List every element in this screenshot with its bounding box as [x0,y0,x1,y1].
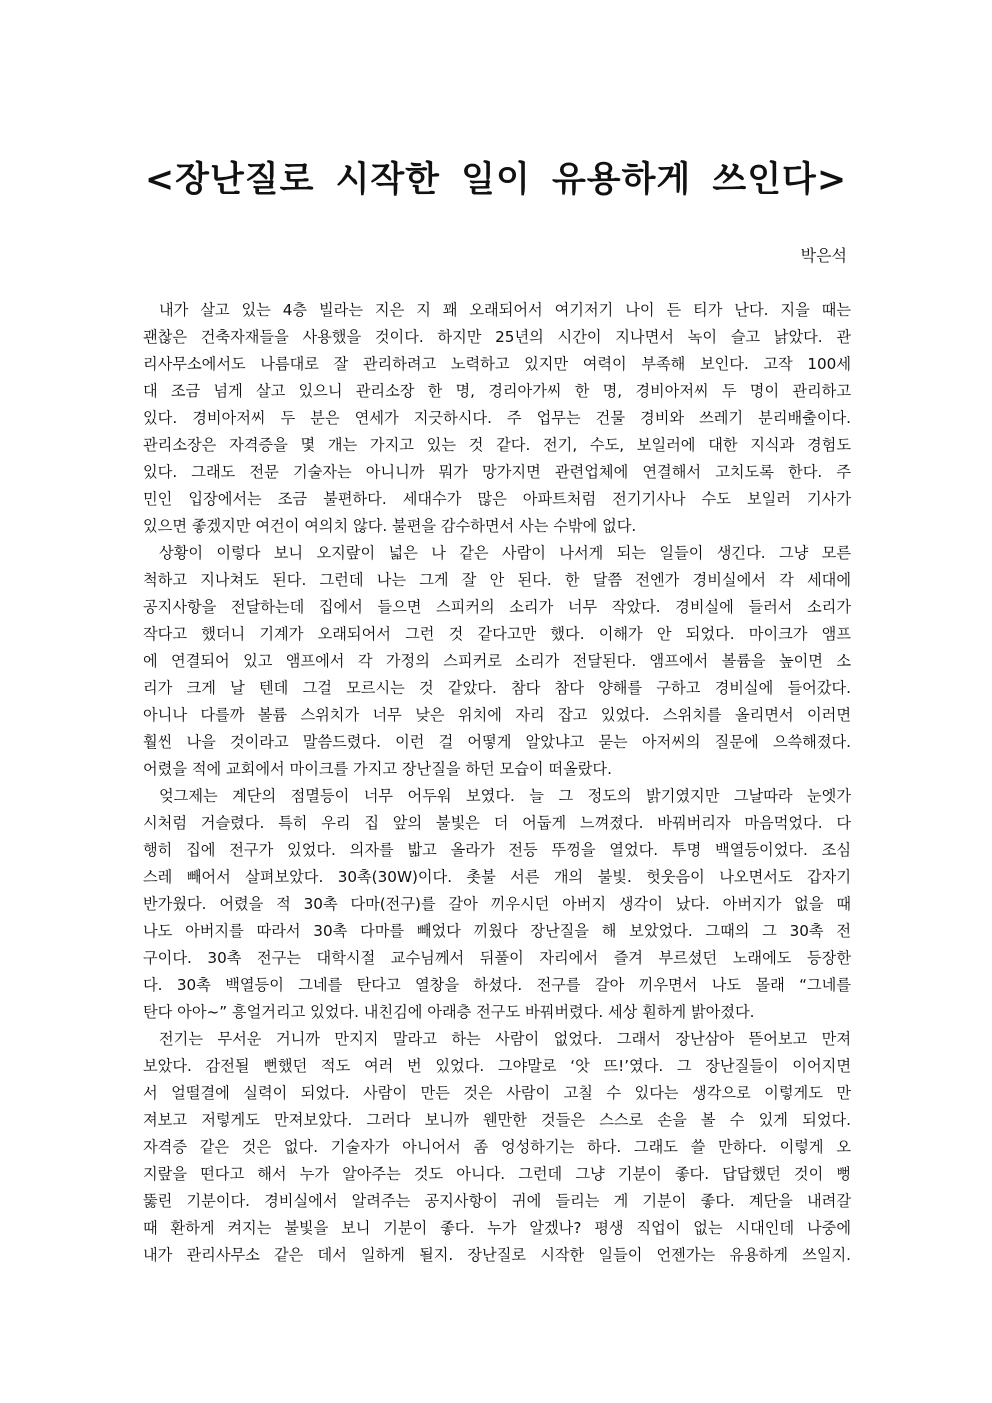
text-line: 에 연결되어 있고 앰프에서 각 가정의 스피커로 소리가 전달된다. 앰프에서 볼륨을 높이면 소 [143,652,851,670]
text-line: 상황이 이렇다 보니 오지랖이 넓은 나 같은 사람이 나서게 되는 일들이 생긴다. 그냥 모른 [159,544,851,562]
text-line: 뚫린 기분이다. 경비실에서 알려주는 공지사항이 귀에 들리는 게 기분이 좋다. 계단을 내려갈 [143,1192,851,1210]
text-line: 리사무소에서도 나름대로 잘 관리하려고 노력하고 있지만 여력이 부족해 보인다. 고작 100세 [143,355,851,373]
text-line: 괜찮은 건축자재들을 사용했을 것이다. 하지만 25년의 시간이 지나면서 녹이 슬고 낡았다. 관 [143,328,851,346]
text-line: 훨씬 나을 것이라고 말씀드렸다. 이런 걸 어떻게 알았냐고 묻는 아저씨의 질문에 으쓱해졌다. [143,733,851,751]
text-line: 서 얼떨결에 실력이 되었다. 사람이 만든 것은 사람이 고칠 수 있다는 생각으로 이렇게도 만 [143,1084,851,1102]
text-line: 시처럼 거슬렸다. 특히 우리 집 앞의 불빛은 더 어둡게 느껴졌다. 바꿔버리자 마음먹었다. 다 [143,814,851,832]
text-line: 구이다. 30촉 전구는 대학시절 교수님께서 뒤풀이 자리에서 즐겨 부르셨던 노래에도 등장한 [143,949,851,967]
text-line: 있으면 좋겠지만 여건이 여의치 않다. 불편을 감수하면서 사는 수밖에 없다. [143,517,637,535]
text-line: 민인 입장에서는 조금 불편하다. 세대수가 많은 아파트처럼 전기기사나 수도 보일러 기사가 [143,490,851,508]
text-line: 공지사항을 전달하는데 집에서 들으면 스피커의 소리가 너무 작았다. 경비실에 들러서 소리가 [143,598,851,616]
text-line: 관리소장은 자격증을 몇 개는 가지고 있는 것 같다. 전기, 수도, 보일러에 대한 지식과 경험도 [143,436,851,454]
text-line: 전기는 무서운 거니까 만지지 말라고 하는 사람이 없었다. 그래서 장난삼아 뜯어보고 만져 [159,1030,851,1048]
text-line: 보았다. 감전될 뻔했던 적도 여러 번 있었다. 그야말로 ‘앗 뜨!’였다. 그 장난질들이 이어지면 [143,1057,851,1075]
text-line: 나도 아버지를 따라서 30촉 다마를 빼었다 끼웠다 장난질을 해 보았었다. 그때의 그 30촉 전 [143,922,851,940]
text-line: 탄다 아아~” 흥얼거리고 있었다. 내친김에 아래층 전구도 바꿔버렸다. 세상 훤하게 밝아졌다. [143,1003,755,1021]
author-name: 박은석 [800,246,847,265]
text-line: 져보고 저렇게도 만져보았다. 그러다 보니까 웬만한 것들은 스스로 손을 볼 수 있게 되었다. [143,1111,851,1129]
text-line: 반가웠다. 어렸을 적 30촉 다마(전구)를 갈아 끼우시던 아버지 생각이 났다. 아버지가 없을 때 [143,895,851,913]
text-line: 있다. 그래도 전문 기술자는 아니니까 뭐가 망가지면 관련업체에 연결해서 고치도록 한다. 주 [143,463,851,481]
text-line: 때 환하게 켜지는 불빛을 보니 기분이 좋다. 누가 알겠나? 평생 직업이 없는 시대인데 나중에 [143,1219,851,1237]
essay-body [143,297,851,1269]
text-line: 엊그제는 계단의 점멸등이 너무 어두워 보였다. 늘 그 정도의 밝기였지만 그날따라 눈엣가 [159,787,851,805]
text-line: 아니나 다를까 볼륨 스위치가 너무 낮은 위치에 자리 잡고 있었다. 스위치를 올리면서 이러면 [143,706,851,724]
text-line: 어렸을 적에 교회에서 마이크를 가지고 장난질을 하던 모습이 떠올랐다. [143,760,612,778]
document-title: <장난질로 시작한 일이 유용하게 쓰인다> [144,159,848,200]
text-line: 있다. 경비아저씨 두 분은 연세가 지긋하시다. 주 업무는 건물 경비와 쓰레기 분리배출이다. [143,409,851,427]
text-line: 자격증 같은 것은 없다. 기술자가 아니어서 좀 엉성하기는 하다. 그래도 쓸 만하다. 이렇게 오 [143,1138,851,1156]
text-line: 행히 집에 전구가 있었다. 의자를 밟고 올라가 전등 뚜껑을 열었다. 투명 백열등이었다. 조심 [143,841,851,859]
text-line: 지랖을 떤다고 해서 누가 알아주는 것도 아니다. 그런데 그냥 기분이 좋다. 답답했던 것이 뻥 [143,1165,851,1183]
text-line: 내가 살고 있는 4층 빌라는 지은 지 꽤 오래되어서 여기저기 나이 든 티가 난다. 지을 때는 [159,301,851,319]
text-line: 내가 관리사무소 같은 데서 일하게 될지. 장난질로 시작한 일들이 언젠가는 유용하게 쓰일지. [143,1246,851,1264]
text-line: 다. 30촉 백열등이 그네를 탄다고 열창을 하셨다. 전구를 갈아 끼우면서 나도 몰래 “그네를 [143,976,851,994]
text-line: 스레 빼어서 살펴보았다. 30촉(30W)이다. 촛불 서른 개의 불빛. 헛웃음이 나오면서도 갑자기 [143,868,851,886]
text-line: 대 조금 넘게 살고 있으니 관리소장 한 명, 경리아가씨 한 명, 경비아저씨 두 명이 관리하고 [143,382,851,400]
text-line: 리가 크게 날 텐데 그걸 모르시는 것 같았다. 참다 참다 양해를 구하고 경비실에 들어갔다. [143,679,851,697]
text-line: 척하고 지나쳐도 된다. 그런데 나는 그게 잘 안 된다. 한 달쯤 전엔가 경비실에서 각 세대에 [143,571,851,589]
text-line: 작다고 했더니 기계가 오래되어서 그런 것 같다고만 했다. 이해가 안 되었다. 마이크가 앰프 [143,625,851,643]
